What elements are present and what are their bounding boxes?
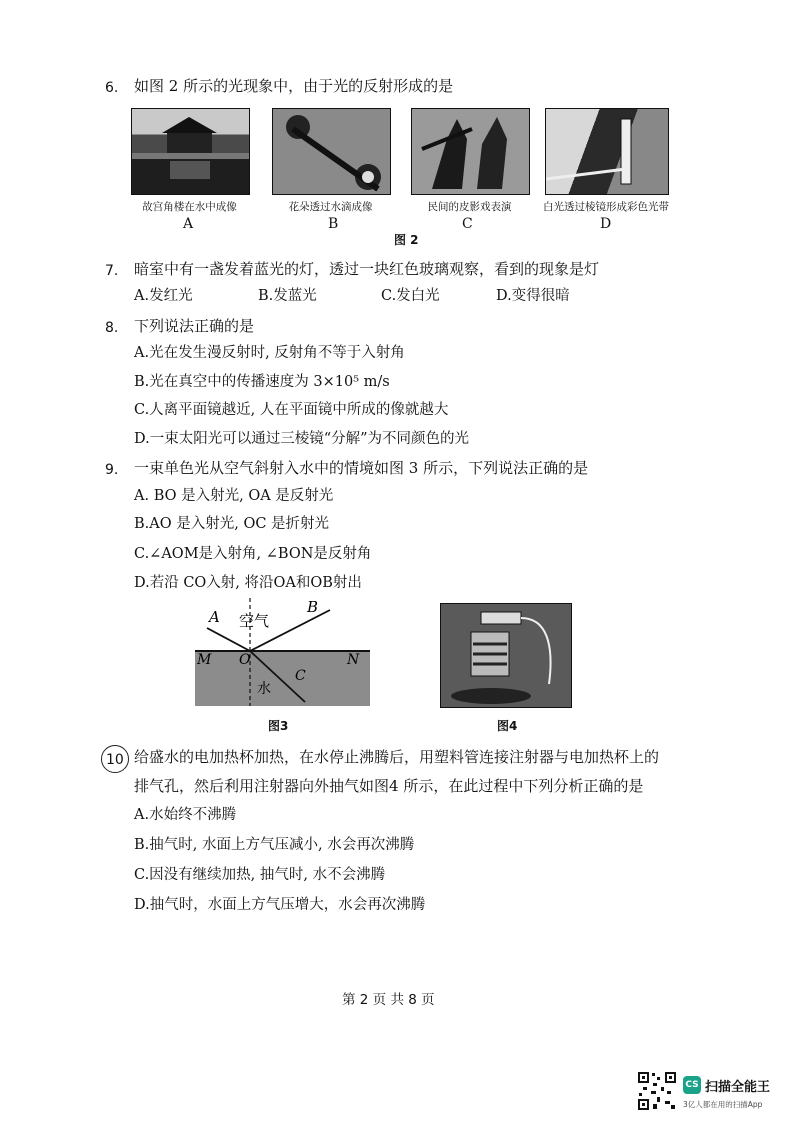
q10-option-d: D.抽气时，水面上方气压增大，水会再次沸腾 <box>134 897 426 913</box>
ray-ao <box>207 628 250 651</box>
question-number: 9. <box>105 462 119 478</box>
question-number: 10 <box>106 752 124 768</box>
option-letter-d: D <box>600 216 612 232</box>
question-text-line-1: 给盛水的电加热杯加热，在水停止沸腾后，用塑料管连接注射器与电加热杯上的 <box>134 748 660 766</box>
label-air: 空气 <box>239 612 270 630</box>
heating-cup-syringe-icon <box>441 604 571 707</box>
palace-reflection-icon <box>132 109 249 194</box>
figure-2-image-b <box>272 108 391 195</box>
label-water: 水 <box>257 681 271 697</box>
q8-option-a: A.光在发生漫反射时, 反射角不等于入射角 <box>134 345 405 361</box>
camscanner-logo: CS <box>683 1076 701 1094</box>
q7-option-c: C.发白光 <box>381 288 440 304</box>
figure-3-label: 图3 <box>268 719 289 733</box>
q9-option-c: C.∠AOM是入射角, ∠BON是反射角 <box>134 546 372 562</box>
question-text-line-2: 排气孔，然后利用注射器向外抽气如图4 所示，在此过程中下列分析正确的是 <box>134 777 644 795</box>
label-a: A <box>209 608 220 626</box>
q7-option-b: B.发蓝光 <box>258 288 317 304</box>
label-o: O <box>239 652 251 668</box>
q7-option-d: D.变得很暗 <box>496 288 570 304</box>
option-letter-b: B <box>328 216 339 232</box>
camscanner-tagline: 3亿人都在用的扫描App <box>683 1100 763 1109</box>
camscanner-brand-name: 扫描全能王 <box>705 1080 771 1095</box>
question-number: 8. <box>105 320 119 336</box>
q8-option-b: B.光在真空中的传播速度为 3×10⁵ m/s <box>134 374 390 390</box>
figure-2-label: 图 2 <box>394 233 419 247</box>
qr-code-icon <box>637 1071 677 1111</box>
q10-option-a: A.水始终不沸腾 <box>134 807 237 823</box>
label-c: C <box>295 668 306 684</box>
question-text: 如图 2 所示的光现象中，由于光的反射形成的是 <box>134 77 454 95</box>
figure-3-refraction-diagram <box>195 598 370 710</box>
figure-2-image-d <box>545 108 669 195</box>
question-text: 下列说法正确的是 <box>134 317 255 335</box>
figure-2-caption-d: 白光透过棱镜形成彩色光带 <box>543 201 669 213</box>
q9-option-a: A. BO 是入射光, OA 是反射光 <box>134 488 334 504</box>
label-b: B <box>307 598 319 616</box>
question-text: 一束单色光从空气斜射入水中的情境如图 3 所示，下列说法正确的是 <box>134 459 589 477</box>
q8-option-d: D.一束太阳光可以通过三棱镜“分解”为不同颜色的光 <box>134 431 470 447</box>
figure-4-label: 图4 <box>497 719 518 733</box>
figure-2-image-a <box>131 108 250 195</box>
q8-option-c: C.人离平面镜越近, 人在平面镜中所成的像就越大 <box>134 402 449 418</box>
page-number-footer: 第 2 页 共 8 页 <box>342 992 435 1008</box>
figure-2-caption-a: 故宫角楼在水中成像 <box>142 201 237 213</box>
figure-2-caption-c: 民间的皮影戏表演 <box>427 201 512 213</box>
figure-4-image <box>440 603 572 708</box>
q7-option-a: A.发红光 <box>134 288 193 304</box>
question-number: 6. <box>105 80 119 96</box>
q10-option-c: C.因没有继续加热, 抽气时, 水不会沸腾 <box>134 867 386 883</box>
option-letter-c: C <box>462 216 473 232</box>
question-number: 7. <box>105 263 119 279</box>
shadow-play-icon <box>412 109 529 194</box>
q9-option-b: B.AO 是入射光, OC 是折射光 <box>134 516 330 532</box>
option-letter-a: A <box>183 216 194 232</box>
q10-option-b: B.抽气时, 水面上方气压减小, 水会再次沸腾 <box>134 837 415 853</box>
figure-2-caption-b: 花朵透过水滴成像 <box>288 201 373 213</box>
water-drop-flower-icon <box>273 109 390 194</box>
label-n: N <box>347 652 360 668</box>
question-text: 暗室中有一盏发着蓝光的灯，透过一块红色玻璃观察，看到的现象是灯 <box>134 260 600 278</box>
q9-option-d: D.若沿 CO入射, 将沿OA和OB射出 <box>134 575 362 591</box>
figure-2-image-c <box>411 108 530 195</box>
water-region <box>195 651 370 706</box>
prism-spectrum-icon <box>546 109 668 194</box>
label-m: M <box>197 652 212 668</box>
